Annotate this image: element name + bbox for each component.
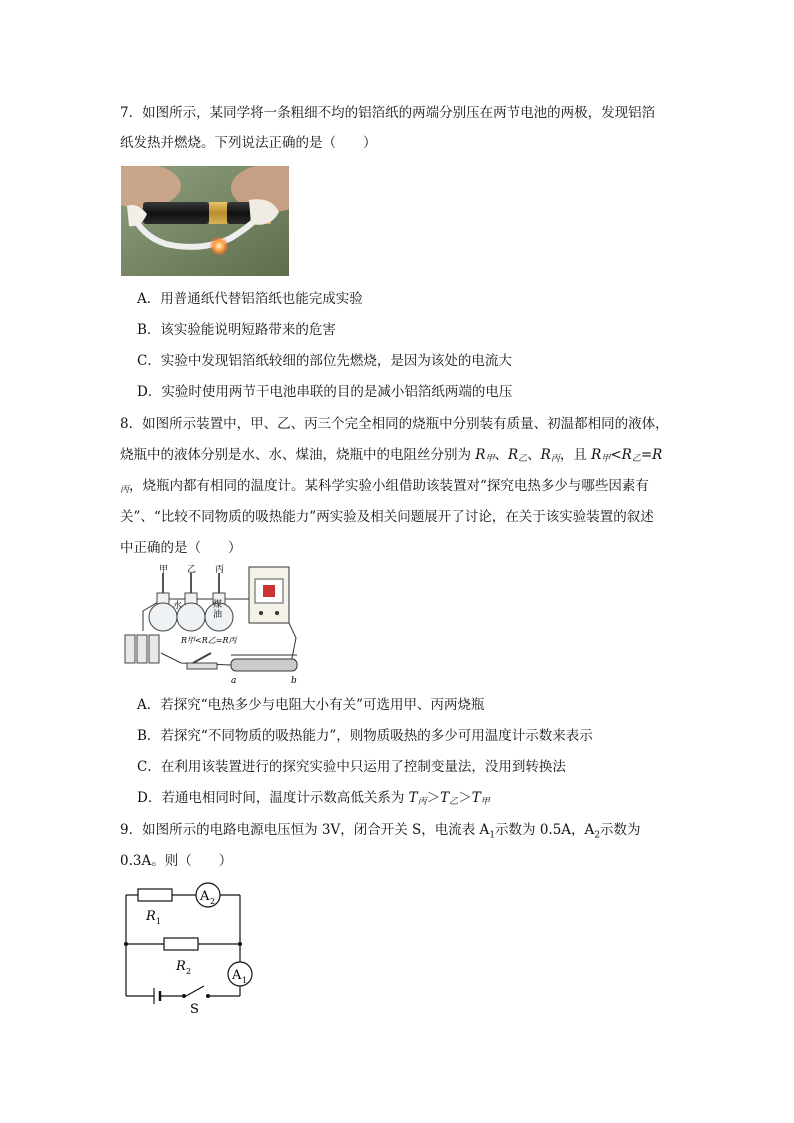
fig8-relation: R甲<R乙=R丙 (181, 636, 237, 645)
fig9-r2-label: R (176, 959, 186, 974)
fig8-label-jia: 甲 (159, 565, 169, 575)
q8-apparatus-diagram (121, 563, 307, 685)
q8-stem-line3: $_丙$，烧瓶内都有相同的温度计。某科学实验小组借助该装置对“探究电热多少与哪些因素有 (120, 478, 649, 495)
q8-option-c: C．在利用该装置进行的探究实验中只运用了控制变量法，没用到转换法 (137, 759, 566, 775)
q8-stem-line5: 中正确的是（ ） (120, 540, 242, 556)
fig9-a1-sub: 1 (242, 976, 248, 985)
q8-option-d: D．若通电相同时间，温度计示数高低关系为 $T_丙>T_乙>T_甲$ (137, 790, 490, 807)
fig8-coal-label2: 油 (213, 610, 223, 620)
fig8-label-yi: 乙 (187, 565, 197, 575)
q8-stem-line1: 8．如图所示装置中，甲、乙、丙三个完全相同的烧瓶中分别装有质量、初温都相同的液体， (120, 416, 669, 432)
q7-option-d: D．实验时使用两节干电池串联的目的是减小铝箔纸两端的电压 (137, 384, 513, 400)
q7-option-b: B．该实验能说明短路带来的危害 (137, 322, 336, 338)
q9-stem-line2: 0.3A。则（ ） (120, 853, 233, 869)
fig9-r1-sub: 1 (156, 917, 162, 926)
fig9-a1-label: A (232, 968, 242, 983)
q7-photo-battery-foil (121, 166, 289, 276)
fig8-terminal-b: b (291, 676, 297, 685)
fig8-water-label: 水 (173, 601, 183, 611)
q9-stem-line1: 9．如图所示的电路电源电压恒为 3V，闭合开关 S，电流表 $A_1$示数为 0.5A，$A_2$示数为 (120, 822, 641, 841)
q9-circuit-diagram (118, 880, 258, 1015)
fig8-label-bing: 丙 (215, 565, 225, 575)
q8-option-a: A．若探究“电热多少与电阻大小有关”可选用甲、丙两烧瓶 (137, 697, 485, 713)
fig9-switch-label: S (190, 1002, 199, 1015)
fig8-terminal-a: a (231, 676, 237, 685)
q8-stem-line2: 烧瓶中的液体分别是水、水、煤油，烧瓶中的电阻丝分别为 $R_甲$、$R_乙$、$R_丙$，且 $R_甲<R_乙=R$ (120, 447, 663, 464)
q8-stem-line4: 关”、“比较不同物质的吸热能力”两实验及相关问题展开了讨论，在关于该实验装置的叙述 (120, 509, 654, 525)
q8-option-b: B．若探究“不同物质的吸热能力”，则物质吸热的多少可用温度计示数来表示 (137, 728, 593, 744)
fig9-a2-sub: 2 (210, 897, 216, 906)
fig9-a2-label: A (200, 889, 210, 904)
fig9-r2-sub: 2 (186, 967, 192, 976)
q7-stem-line1: 7．如图所示，某同学将一条粗细不均的铝箔纸的两端分别压在两节电池的两极，发现铝箔 (120, 105, 656, 121)
q7-option-a: A．用普通纸代替铝箔纸也能完成实验 (137, 291, 363, 307)
fig8-coal-label1: 煤 (213, 600, 223, 610)
q7-option-c: C．实验中发现铝箔纸较细的部位先燃烧，是因为该处的电流大 (137, 353, 512, 369)
q7-stem-line2: 纸发热并燃烧。下列说法正确的是（ ） (120, 135, 377, 151)
fig9-r1-label: R (146, 909, 156, 924)
